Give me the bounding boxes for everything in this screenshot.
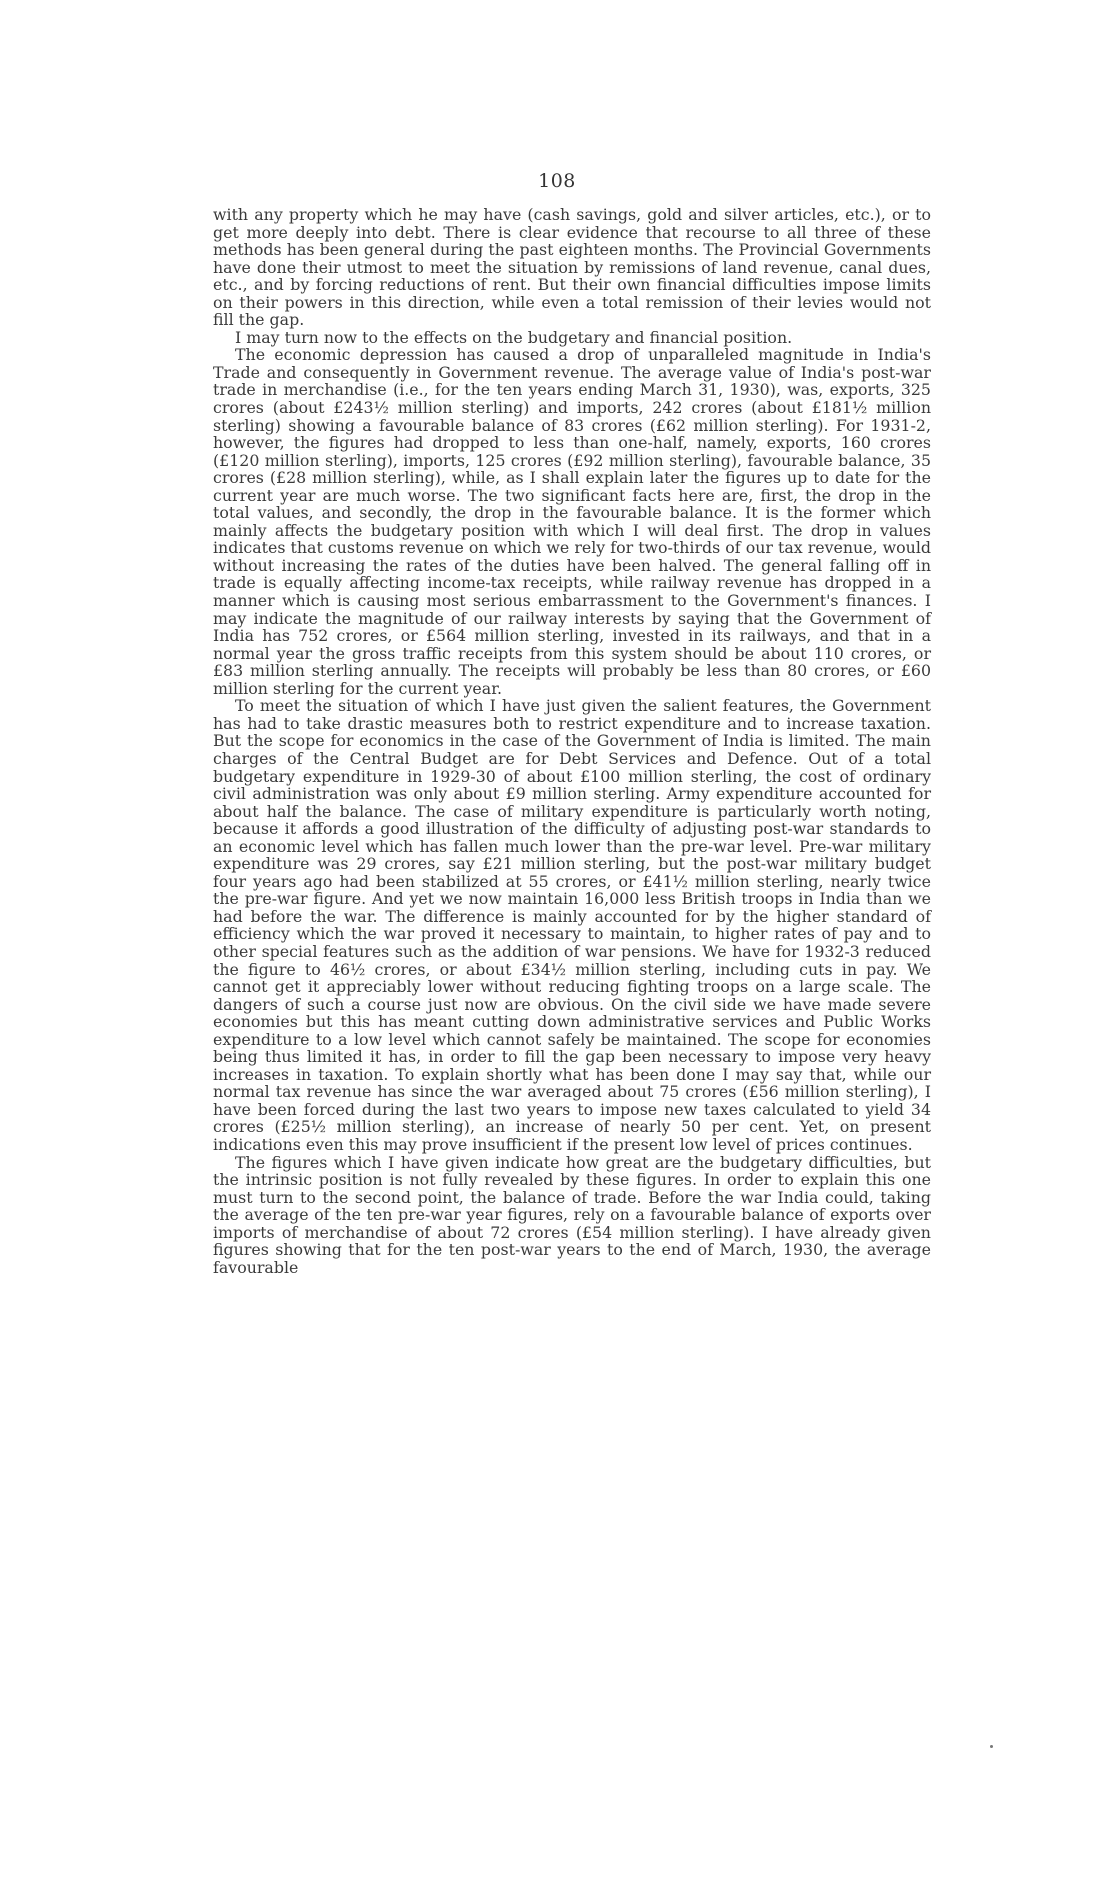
paragraph-balance-of-trade: The figures which I have given indicate how great are the budgetary difficulties, but the intrinsic position is not fully revealed by these figures. In order to explain this one must turn to the second point, the balance of trade. Before the war India could, taking the average of the ten pre-war year figures, rely on a favourable balance of exports over imports of merchandise of about 72 crores (£54 million sterling). I have already given figures showing that for the ten post-war years to the end of March, 1930, the average favourable: [213, 1152, 931, 1277]
paragraph-drastic-measures: To meet the situation of which I have just given the salient features, the Government has had to take drastic measures both to restrict expenditure and to increase taxation. But the scope for economics in the case of the Government of India is limited. The main charges of the Central Budget are for Debt Services and Defence. Out of a total budgetary expenditure in 1929-30 of about £100 million sterling, the cost of ordinary civil administration was only about £9 million sterling. Army expenditure accounted for about half the balance. The case of military expenditure is particularly worth noting, because it affords a good illustration of the difficulty of adjusting post-war standards to an economic level which has fallen much lower than the pre-war level. Pre-war military expenditure was 29 crores, say £21 million sterling, but the post-war military budget four years ago had been stabilized at 55 crores, or £41½ million sterling, nearly twice the pre-war figure. And yet we now maintain 16,000 less British troops in India than we had before the war. The difference is mainly accounted for by the higher standard of efficiency which the war proved it necessary to maintain, to higher rates of pay and to other special features such as the addition of war pensions. We have for 1932-3 reduced the figure to 46½ crores, or about £34½ million sterling, including cuts in pay. We cannot get it appreciably lower without reducing fighting troops on a large scale. The dangers of such a course just now are obvious. On the civil side we have made severe economies but this has meant cutting down administrative services and Public Works expenditure to a low level which cannot safely be maintained. The scope for economies being thus limited it has, in order to fill the gap been necessary to impose very heavy increases in taxation. To explain shortly what has been done I may say that, while our normal tax revenue has since the war averaged about 75 crores (£56 million sterling), I have been forced during the last two years to impose new taxes calculated to yield 34 crores (£25½ million sterling), an increase of nearly 50 per cent. Yet, on present indications even this may prove insufficient if the present low level of prices continues.: [213, 696, 931, 1154]
scan-speck: [990, 1745, 993, 1748]
paragraph-economic-depression: The economic depression has caused a drop of unparalleled magnitude in India's Trade and consequently in Government revenue. The average value of India's post-war trade in merchandise (i.e., for the ten years ending March 31, 1930), was, exports, 325 crores (about £243½ million sterling) and imports, 242 crores (about £181½ million sterling) showing a favourable balance of 83 crores (£62 million sterling). For 1931-2, however, the figures had dropped to less than one-half, namely, exports, 160 crores (£120 million sterling), imports, 125 crores (£92 million sterling), favourable balance, 35 crores (£28 million sterling), while, as I shall explain later the figures up to date for the current year are much worse. The two significant facts here are, first, the drop in the total values, and secondly, the drop in the favourable balance. It is the former which mainly affects the budgetary position with which I will deal first. The drop in values indicates that customs revenue on which we rely for two-thirds of our tax revenue, would without increasing the rates of the duties have been halved. The general falling off in trade is equally affecting income-tax receipts, while railway revenue has dropped in a manner which is causing most serious embarrassment to the Government's finances. I may indicate the magnitude of our railway interests by saying that the Government of India has 752 crores, or £564 million sterling, invested in its railways, and that in a normal year the gross traffic receipts from this system should be about 110 crores, or £83 million sterling annually. The receipts will probably be less than 80 crores, or £60 million sterling for the current year.: [213, 345, 931, 698]
paragraph-continuation: with any property which he may have (cash savings, gold and silver articles, etc.), or to get more deeply into debt. There is clear evidence that recourse to all three of these methods has been general during the past eighteen months. The Provincial Governments have done their utmost to meet the situation by remissions of land revenue, canal dues, etc., and by forcing reductions of rent. But their own financial difficulties impose limits on their powers in this direction, while even a total remission of their levies would not fill the gap.: [213, 205, 931, 330]
paragraph-financial-position: I may turn now to the effects on the budgetary and financial position.: [235, 327, 793, 347]
body-text: [213, 206, 931, 1276]
page-number: 108: [538, 170, 576, 192]
